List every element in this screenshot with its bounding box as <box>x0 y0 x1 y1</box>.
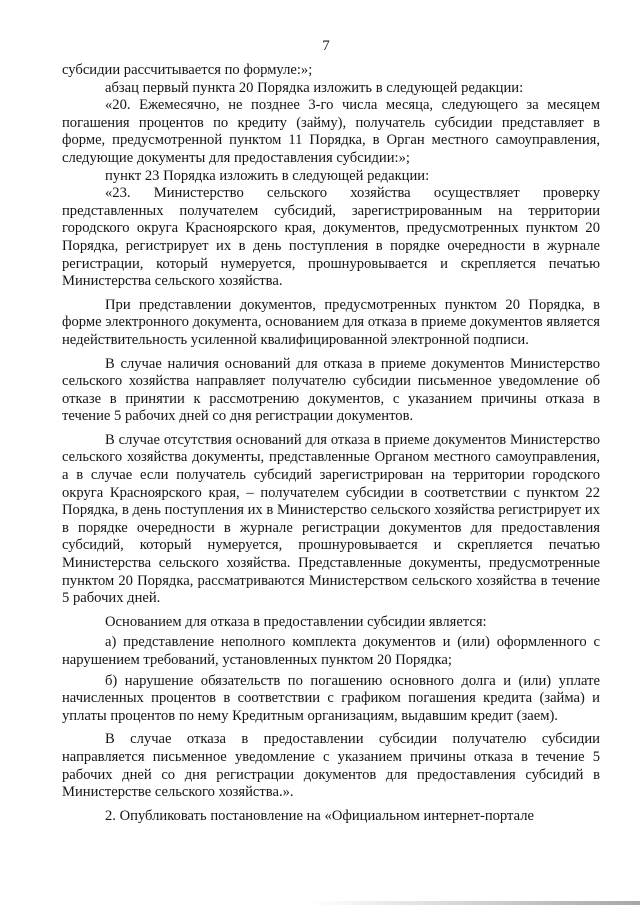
scan-edge-shadow <box>310 901 640 905</box>
paragraph-grounds-heading: Основанием для отказа в предоставлении субсидии является: <box>105 613 487 630</box>
paragraph-amendment-intro-20: абзац первый пункта 20 Порядка изложить в следующей редакции: <box>105 79 524 96</box>
paragraph-electronic-documents: При представлении документов, предусмотренных пунктом 20 Порядка, в форме электронного документа, основанием для отказа в приеме документов является недействительность усиленной квалифицированной электронной подписи. <box>62 296 600 348</box>
paragraph-amendment-intro-23: пункт 23 Порядка изложить в следующей редакции: <box>105 167 430 184</box>
paragraph-clause-20: «20. Ежемесячно, не позднее 3-го числа месяца, следующего за месяцем погашения процентов по кредиту (займу), получатель субсидии представляет в форме, предусмотренной пунктом 11 Порядка, в Орган местного самоуправления, следующие документы для предоставления субсидии:»; <box>62 97 600 166</box>
page-number: 7 <box>322 38 330 54</box>
paragraph-continuation: субсидии рассчитывается по формуле:»; <box>62 62 313 78</box>
paragraph-ground-a: а) представление неполного комплекта документов и (или) оформленного с нарушением требований, установленных пунктом 20 Порядка; <box>62 634 600 668</box>
paragraph-clause-23: «23. Министерство сельского хозяйства осуществляет проверку представленных получателем субсидий, зарегистрированным на территории городского округа Красноярского края, документов, предусмотренных пунктом 20 Порядка, регистрирует их в день поступления в порядке очередности в журнале регистрации, который нумеруется, прошнуровывается и скрепляется печатью Министерства сельского хозяйства. <box>62 185 600 290</box>
paragraph-no-grounds-registration: В случае отсутствия оснований для отказа в приеме документов Министерство сельского хозяйства документы, представленные Органом местного самоуправления, а в случае если получатель субсидий зарегистрирован на территории городского округа Красноярского края, – получателем субсидии в соответствии с пунктом 22 Порядка, в день поступления их в Министерство сельского хозяйства регистрирует их в порядке очередности в журнале регистрации документов для предоставления субсидий, который нумеруется, прошнуровывается и скрепляется печатью Министерства сельского хозяйства. Представленные документы, предусмотренные пунктом 20 Порядка, рассматриваются Министерством сельского хозяйства в течение 5 рабочих дней. <box>62 431 600 607</box>
document-body <box>62 62 600 825</box>
paragraph-refusal-notice: В случае наличия оснований для отказа в приеме документов Министерство сельского хозяйства направляет получателю субсидии письменное уведомление об отказе в принятии к рассмотрению документов, с указанием причины отказа в течение 5 рабочих дней со дня регистрации документов. <box>62 355 600 425</box>
paragraph-refusal-subsidy-notice: В случае отказа в предоставлении субсидии получателю субсидии направляется письменное уведомление с указанием причины отказа в течение 5 рабочих дней со дня регистрации документов для предоставления субсидий в Министерстве сельского хозяйства.». <box>62 731 600 801</box>
paragraph-ground-b: б) нарушение обязательств по погашению основного долга и (или) уплате начисленных процентов в соответствии с графиком погашения кредита (займа) и уплаты процентов по нему Кредитным организациям, выдавшим кредит (заем). <box>62 672 600 724</box>
paragraph-publication: 2. Опубликовать постановление на «Официальном интернет-портале <box>105 807 534 824</box>
